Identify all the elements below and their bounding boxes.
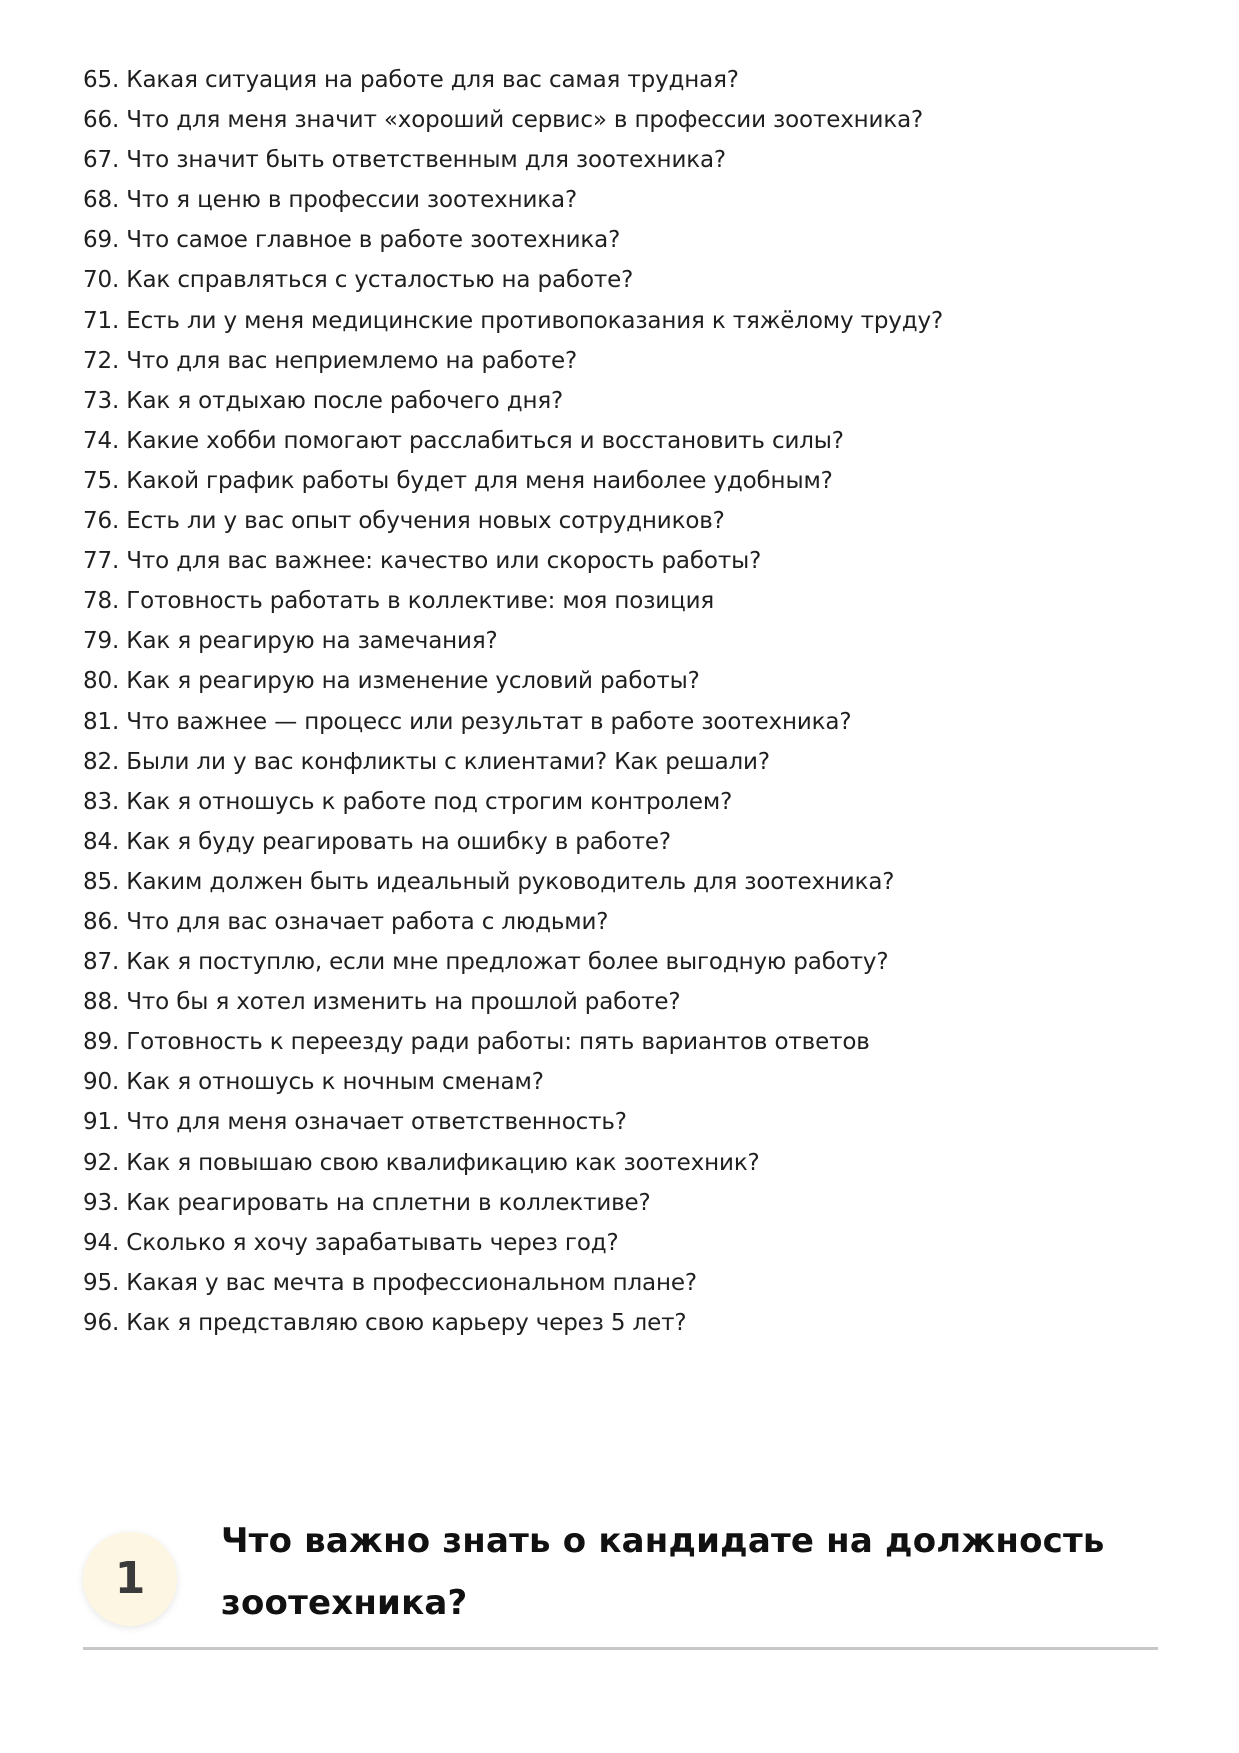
section-header (83, 1510, 1158, 1652)
question-item: 83. Как я отношусь к работе под строгим контролем? (83, 788, 733, 815)
question-item: 65. Какая ситуация на работе для вас самая трудная? (83, 67, 739, 93)
question-item: 68. Что я ценю в профессии зоотехника? (83, 187, 577, 214)
question-item: 66. Что для меня значит «хороший сервис» в профессии зоотехника? (83, 107, 924, 134)
question-item: 77. Что для вас важнее: качество или скорость работы? (83, 548, 762, 575)
question-item: 89. Готовность к переезду ради работы: пять вариантов ответов (83, 1029, 870, 1056)
question-list (83, 60, 1143, 1343)
question-item: 93. Как реагировать на сплетни в коллективе? (83, 1189, 651, 1216)
question-item: 75. Какой график работы будет для меня наиболее удобным? (83, 467, 833, 494)
section-title: Что важно знать о кандидате на должность зоотехника? (221, 1521, 1105, 1623)
question-item: 78. Готовность работать в коллективе: моя позиция (83, 588, 715, 615)
question-item: 69. Что самое главное в работе зоотехника? (83, 227, 621, 254)
section-number-badge: 1 (83, 1532, 177, 1626)
question-item: 90. Как я отношусь к ночным сменам? (83, 1069, 544, 1096)
question-item: 88. Что бы я хотел изменить на прошлой работе? (83, 989, 681, 1016)
question-item: 70. Как справляться с усталостью на работе? (83, 267, 634, 294)
question-item: 84. Как я буду реагировать на ошибку в работе? (83, 828, 671, 855)
question-item: 74. Какие хобби помогают расслабиться и восстановить силы? (83, 427, 844, 454)
question-item: 92. Как я повышаю свою квалификацию как зоотехник? (83, 1149, 760, 1176)
question-item: 71. Есть ли у меня медицинские противопоказания к тяжёлому труду? (83, 307, 944, 334)
question-item: 81. Что важнее — процесс или результат в работе зоотехника? (83, 708, 852, 735)
question-item: 79. Как я реагирую на замечания? (83, 628, 498, 655)
section-divider (83, 1647, 1158, 1650)
question-item: 86. Что для вас означает работа с людьми? (83, 908, 609, 935)
question-item: 67. Что значит быть ответственным для зоотехника? (83, 147, 726, 174)
question-item: 91. Что для меня означает ответственность? (83, 1109, 627, 1136)
question-item: 73. Как я отдыхаю после рабочего дня? (83, 387, 564, 414)
question-item: 80. Как я реагирую на изменение условий работы? (83, 668, 700, 695)
question-item: 82. Были ли у вас конфликты с клиентами? Как решали? (83, 748, 770, 775)
question-item: 94. Сколько я хочу зарабатывать через год? (83, 1229, 619, 1256)
question-item: 87. Как я поступлю, если мне предложат более выгодную работу? (83, 949, 889, 976)
question-item: 72. Что для вас неприемлемо на работе? (83, 347, 578, 374)
question-item: 96. Как я представляю свою карьеру через 5 лет? (83, 1309, 687, 1336)
question-item: 85. Каким должен быть идеальный руководитель для зоотехника? (83, 868, 895, 895)
question-item: 76. Есть ли у вас опыт обучения новых сотрудников? (83, 508, 725, 535)
question-item: 95. Какая у вас мечта в профессиональном плане? (83, 1269, 697, 1296)
